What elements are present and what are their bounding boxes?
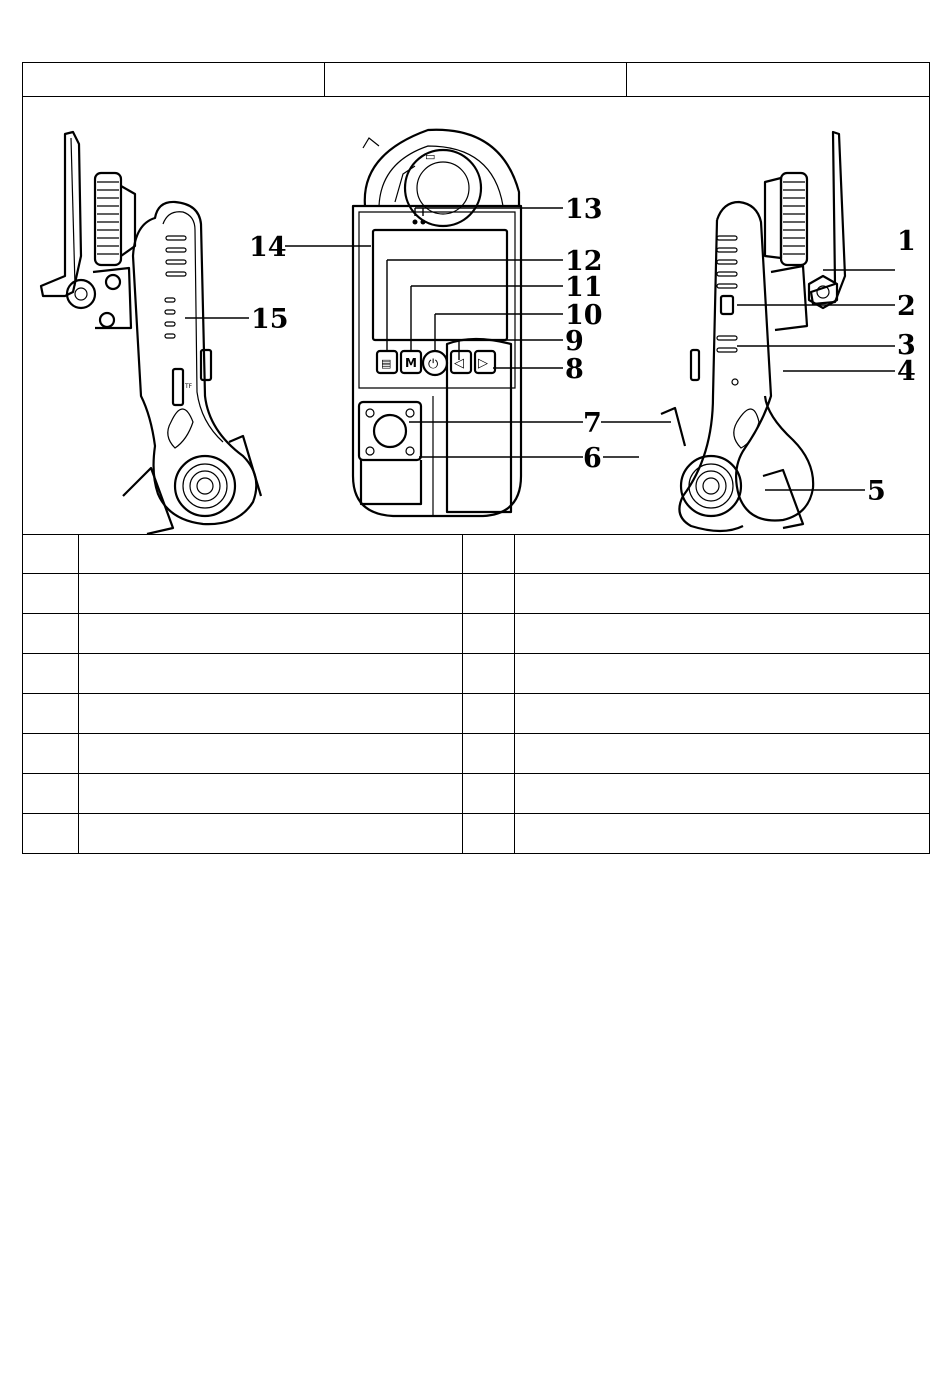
right-arrow-icon: ▷ bbox=[478, 356, 488, 371]
header-cell-2 bbox=[325, 63, 627, 96]
part-description-cell bbox=[515, 774, 929, 813]
part-number-cell bbox=[23, 614, 79, 653]
part-number-cell bbox=[463, 574, 515, 613]
part-description-cell bbox=[515, 534, 929, 573]
part-description-cell bbox=[79, 774, 463, 813]
part-description-cell bbox=[515, 694, 929, 733]
dashcam-drawing-svg bbox=[23, 96, 929, 534]
left-side-view bbox=[41, 132, 261, 534]
callout-12: 12 bbox=[565, 246, 603, 277]
part-number-cell bbox=[23, 814, 79, 853]
part-number-cell bbox=[23, 774, 79, 813]
document-frame bbox=[22, 62, 930, 854]
callout-2: 2 bbox=[897, 291, 916, 322]
part-description-cell bbox=[515, 654, 929, 693]
header-cell-1 bbox=[23, 63, 325, 96]
power-icon: ⏻ bbox=[428, 357, 439, 372]
part-number-cell bbox=[23, 734, 79, 773]
part-number-cell bbox=[23, 654, 79, 693]
dashcam-diagram bbox=[23, 96, 929, 535]
part-number-cell bbox=[23, 534, 79, 573]
part-description-cell bbox=[79, 654, 463, 693]
mode-button-icon: M bbox=[405, 356, 417, 370]
table-row bbox=[23, 774, 929, 814]
parts-table bbox=[23, 534, 929, 853]
part-description-cell bbox=[79, 694, 463, 733]
part-number-cell bbox=[463, 694, 515, 733]
callout-15: 15 bbox=[251, 304, 289, 335]
table-row bbox=[23, 654, 929, 694]
left-arrow-icon: ◁ bbox=[454, 356, 464, 371]
part-number-cell bbox=[463, 734, 515, 773]
table-row bbox=[23, 574, 929, 614]
part-description-cell bbox=[515, 574, 929, 613]
part-number-cell bbox=[463, 814, 515, 853]
callout-1: 1 bbox=[897, 226, 916, 257]
callout-8: 8 bbox=[565, 354, 584, 385]
table-row bbox=[23, 814, 929, 853]
callout-7: 7 bbox=[583, 408, 602, 439]
callout-4: 4 bbox=[897, 356, 916, 387]
callout-3: 3 bbox=[897, 330, 916, 361]
table-row bbox=[23, 614, 929, 654]
part-description-cell bbox=[79, 574, 463, 613]
part-number-cell bbox=[463, 614, 515, 653]
part-description-cell bbox=[79, 734, 463, 773]
part-number-cell bbox=[463, 534, 515, 573]
table-row bbox=[23, 734, 929, 774]
part-description-cell bbox=[515, 614, 929, 653]
callout-11: 11 bbox=[565, 272, 603, 303]
callout-13: 13 bbox=[565, 194, 603, 225]
right-side-view bbox=[661, 132, 845, 531]
table-row bbox=[23, 694, 929, 734]
svg-text:▭: ▭ bbox=[425, 150, 436, 163]
part-description-cell bbox=[79, 614, 463, 653]
callout-10: 10 bbox=[565, 300, 603, 331]
header-row bbox=[23, 63, 929, 97]
part-description-cell bbox=[515, 734, 929, 773]
callout-5: 5 bbox=[867, 476, 886, 507]
callout-numbers bbox=[249, 194, 916, 507]
part-description-cell bbox=[79, 814, 463, 853]
callout-14: 14 bbox=[249, 232, 287, 263]
part-number-cell bbox=[463, 654, 515, 693]
leader-lines bbox=[185, 208, 895, 490]
part-number-cell bbox=[463, 774, 515, 813]
callout-6: 6 bbox=[583, 443, 602, 474]
part-number-cell bbox=[23, 574, 79, 613]
front-view bbox=[353, 130, 521, 516]
part-number-cell bbox=[23, 694, 79, 733]
callout-9: 9 bbox=[565, 326, 584, 357]
part-description-cell bbox=[79, 534, 463, 573]
table-row bbox=[23, 534, 929, 574]
part-description-cell bbox=[515, 814, 929, 853]
menu-button-icon: ▤ bbox=[381, 357, 392, 370]
header-cell-3 bbox=[627, 63, 929, 96]
tf-slot-label: TF bbox=[185, 383, 193, 390]
